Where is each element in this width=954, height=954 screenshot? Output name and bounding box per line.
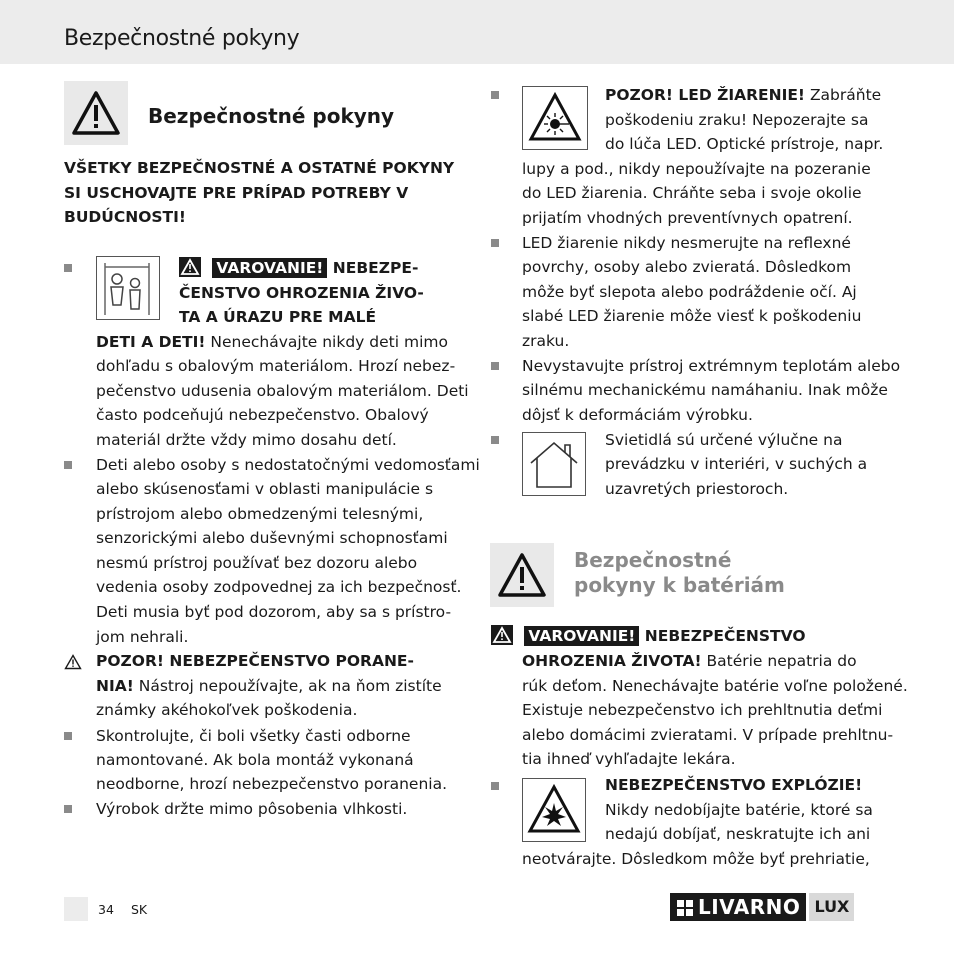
intro-line: BUDÚCNOSTI! <box>64 208 186 226</box>
warning-triangle-box <box>64 81 128 145</box>
bullet <box>64 732 72 740</box>
body-line: prevádzku v interiéri, v suchých a <box>605 455 868 473</box>
body-line <box>96 330 448 355</box>
body-line: Nikdy nedobíjajte batérie, ktoré sa <box>605 801 873 819</box>
warning-triangle-icon <box>64 81 128 145</box>
logo-brand-text: LIVARNO <box>698 895 801 919</box>
body-line: známky akéhokoľvek poškodenia. <box>96 701 358 719</box>
body-line: prijatím vhodných preventívnych opatrení. <box>522 209 853 227</box>
body-line: vedenia osoby zodpovednej za ich bezpečnosť. <box>96 578 462 596</box>
bullet <box>64 805 72 813</box>
body-line: uzavretých priestoroch. <box>605 480 789 498</box>
bullet <box>491 436 499 444</box>
body-line: dôjsť k deformáciám výrobku. <box>522 406 753 424</box>
explosion-head: NEBEZPEČENSTVO EXPLÓZIE! <box>605 776 863 794</box>
body-line: namontované. Ak bola montáž vykonaná <box>96 751 414 769</box>
warning-head-line <box>179 256 418 281</box>
body-line: do LED žiarenia. Chráňte seba i svoje okolie <box>522 184 862 202</box>
warning-triangle-box <box>490 543 554 607</box>
intro-line: VŠETKY BEZPEČNOSTNÉ A OSTATNÉ POKYNY <box>64 159 455 177</box>
section-heading: Bezpečnostné pokyny <box>148 104 395 128</box>
explosion-icon <box>523 779 585 841</box>
children-icon-frame <box>96 256 160 320</box>
logo-sub: LUX <box>809 893 854 921</box>
body-text: Nenechávajte nikdy deti mimo <box>205 333 448 351</box>
footer-marker <box>64 897 88 921</box>
body-line: pečenstvo udusenia obalovým materiálom. Deti <box>96 382 469 400</box>
page-number: 34 <box>98 902 114 917</box>
warning-badge: VAROVANIE! <box>212 258 327 278</box>
body-line: poškodeniu zraku! Nepozerajte sa <box>605 111 869 129</box>
logo-square <box>686 900 693 907</box>
body-line: jom nehrali. <box>96 628 189 646</box>
body-line <box>96 674 442 699</box>
body-line: neodborne, hrozí nebezpečenstvo poranenia. <box>96 775 447 793</box>
body-line: nesmú prístroj používať bez dozoru alebo <box>96 554 418 572</box>
house-icon <box>523 433 585 495</box>
battery-heading-line: Bezpečnostné <box>574 548 732 572</box>
body-line: silnému mechanickému namáhaniu. Inak môže <box>522 381 888 399</box>
body-line <box>522 649 857 674</box>
body-text: Zabráňte <box>805 86 882 104</box>
language-code: SK <box>131 902 148 917</box>
warning-badge: VAROVANIE! <box>524 626 639 646</box>
warning-small-icon <box>179 257 201 277</box>
warning-head-text: NEBEZPEČENSTVO <box>644 627 806 645</box>
body-line: Výrobok držte mimo pôsobenia vlhkosti. <box>96 800 408 818</box>
body-text: Batérie nepatria do <box>701 652 857 670</box>
body-line: Deti musia byť pod dozorom, aby sa s prístro- <box>96 603 452 621</box>
body-line: LED žiarenie nikdy nesmerujte na reflexné <box>522 234 851 252</box>
logo-square <box>677 909 684 916</box>
body-line: zraku. <box>522 332 570 350</box>
body-line: do lúča LED. Optické prístroje, napr. <box>605 135 884 153</box>
bold-lead: OHROZENIA ŽIVOTA! <box>522 652 702 670</box>
warning-head-line: TA A ÚRAZU PRE MALÉ <box>179 308 377 326</box>
bullet <box>64 461 72 469</box>
body-line: povrchy, osoby alebo zvieratá. Dôsledkom <box>522 258 852 276</box>
caution-head-line: POZOR! NEBEZPEČENSTVO PORANE- <box>96 652 414 670</box>
body-line: alebo skúsenosťami v oblasti manipulácie s <box>96 480 434 498</box>
body-line: neotvárajte. Dôsledkom môže byť prehriatie, <box>522 850 870 868</box>
body-line: senzorickými alebo duševnými schopnosťami <box>96 529 448 547</box>
logo-square <box>686 909 693 916</box>
logo-square <box>677 900 684 907</box>
caution-triangle-icon <box>64 654 82 670</box>
intro-line: SI USCHOVAJTE PRE PRÍPAD POTREBY V <box>64 184 409 202</box>
body-line: slabé LED žiarenie môže viesť k poškodeniu <box>522 307 862 325</box>
body-text: Nástroj nepoužívajte, ak na ňom zistíte <box>133 677 442 695</box>
body-line: lupy a pod., nikdy nepoužívajte na pozeranie <box>522 160 871 178</box>
bold-lead: DETI A DETI! <box>96 333 206 351</box>
children-warning-icon <box>97 257 159 319</box>
body-line: prístrojom alebo obmedzenými telesnými, <box>96 505 424 523</box>
indoor-icon-frame <box>522 432 586 496</box>
warning-head-line <box>491 624 806 649</box>
body-line: Nevystavujte prístroj extrémnym teplotám alebo <box>522 357 901 375</box>
body-line: Svietidlá sú určené výlučne na <box>605 431 843 449</box>
warning-triangle-icon <box>490 543 554 607</box>
body-line: materiál držte vždy mimo dosahu detí. <box>96 431 397 449</box>
explosion-icon-frame <box>522 778 586 842</box>
warning-small-icon <box>491 625 513 645</box>
warning-head-text: NEBEZPE- <box>332 259 419 277</box>
bold-lead: NIA! <box>96 677 134 695</box>
bullet <box>64 264 72 272</box>
body-line: alebo domácimi zvieratami. V prípade prehltnu- <box>522 726 894 744</box>
body-line: dohľadu s obalovým materiálom. Hrozí nebez- <box>96 357 456 375</box>
led-icon-frame <box>522 86 588 150</box>
body-line: nedajú dobíjať, neskratujte ich ani <box>605 825 871 843</box>
brand-logo <box>670 893 890 921</box>
warning-head-line: ČENSTVO OHROZENIA ŽIVO- <box>179 284 424 302</box>
laser-radiation-icon <box>523 87 587 149</box>
body-line: Existuje nebezpečenstvo ich prehltnutia deťmi <box>522 701 883 719</box>
bold-lead: POZOR! LED ŽIARENIE! <box>605 86 806 104</box>
body-line: často podceňujú nebezpečenstvo. Obalový <box>96 406 429 424</box>
bullet <box>491 782 499 790</box>
bullet <box>491 362 499 370</box>
logo-brand <box>670 893 806 921</box>
battery-heading-line: pokyny k batériám <box>574 573 785 597</box>
bullet <box>491 91 499 99</box>
body-line: môže byť slepota alebo podráždenie očí. Aj <box>522 283 857 301</box>
bullet <box>491 239 499 247</box>
body-line <box>605 83 881 108</box>
page-header-title: Bezpečnostné pokyny <box>64 26 300 51</box>
body-line: Skontrolujte, či boli všetky časti odborne <box>96 727 411 745</box>
body-line: rúk deťom. Nenechávajte batérie voľne položené. <box>522 677 908 695</box>
body-line: tia ihneď vyhľadajte lekára. <box>522 750 736 768</box>
body-line: Deti alebo osoby s nedostatočnými vedomosťami <box>96 456 480 474</box>
